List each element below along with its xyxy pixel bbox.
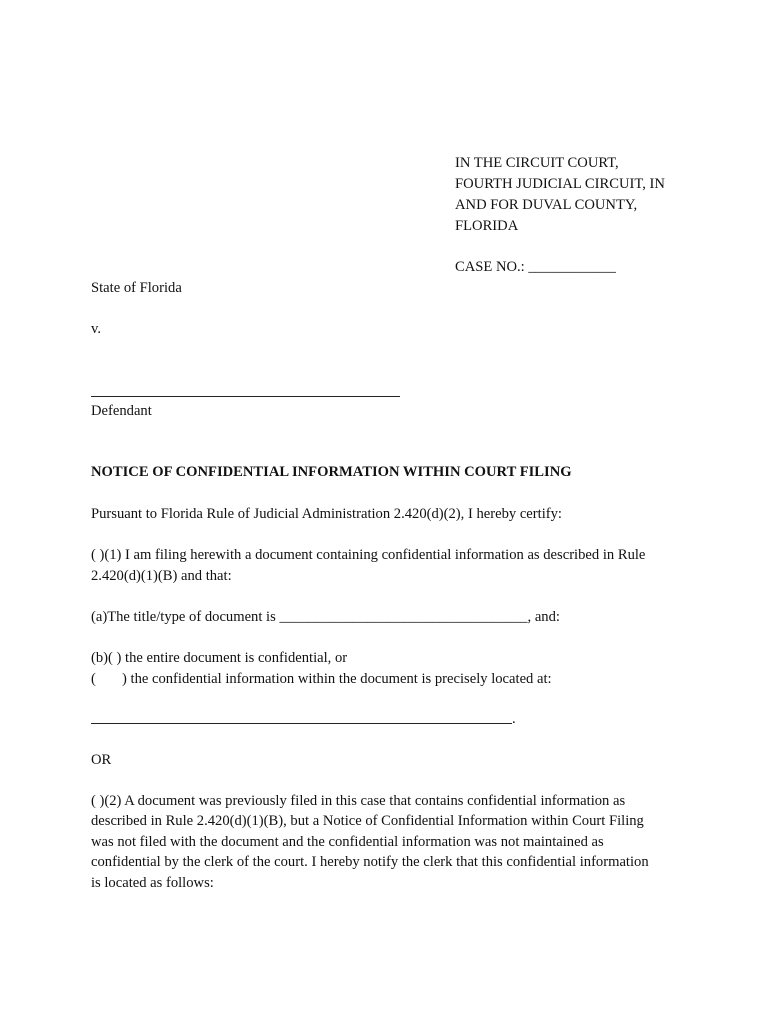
location-option-paren: (: [91, 671, 96, 687]
option1-line-2: 2.420(d)(1)(B) and that:: [91, 568, 232, 584]
option2-line-1: ( )(2) A document was previously filed in this case that contains confidential information as: [91, 793, 626, 809]
certify-statement: Pursuant to Florida Rule of Judicial Administration 2.420(d)(2), I hereby certify:: [91, 506, 562, 522]
court-caption-line-4: FLORIDA: [455, 218, 519, 234]
court-caption-line-3: AND FOR DUVAL COUNTY,: [455, 197, 638, 213]
entire-document-option: (b)( ) the entire document is confidential, or: [91, 650, 348, 666]
notice-title: NOTICE OF CONFIDENTIAL INFORMATION WITHIN COURT FILING: [91, 464, 572, 480]
option2-line-5: is located as follows:: [91, 875, 214, 891]
option2-line-3: was not filed with the document and the confidential information was not maintained as: [91, 834, 604, 850]
court-caption-line-2: FOURTH JUDICIAL CIRCUIT, IN: [455, 176, 665, 192]
versus-label: v.: [91, 321, 101, 337]
or-label: OR: [91, 752, 112, 768]
location-blank-line: [91, 723, 512, 724]
option1-line-1: ( )(1) I am filing herewith a document containing confidential information as described in Rule: [91, 547, 646, 563]
location-option: ) the confidential information within the document is precisely located at:: [122, 671, 552, 687]
case-number: CASE NO.: ____________: [455, 259, 616, 275]
option2-line-4: confidential by the clerk of the court. I hereby notify the clerk that this confidential information: [91, 854, 649, 870]
plaintiff-name: State of Florida: [91, 280, 182, 296]
option2-line-2: described in Rule 2.420(d)(1)(B), but a Notice of Confidential Information within Court Filing: [91, 813, 644, 829]
document-title-type-line: (a)The title/type of document is __________________________________, and:: [91, 609, 560, 625]
location-blank-period: .: [512, 711, 516, 727]
defendant-label: Defendant: [91, 403, 152, 419]
court-caption-line-1: IN THE CIRCUIT COURT,: [455, 155, 619, 171]
defendant-name-blank: [91, 396, 400, 397]
